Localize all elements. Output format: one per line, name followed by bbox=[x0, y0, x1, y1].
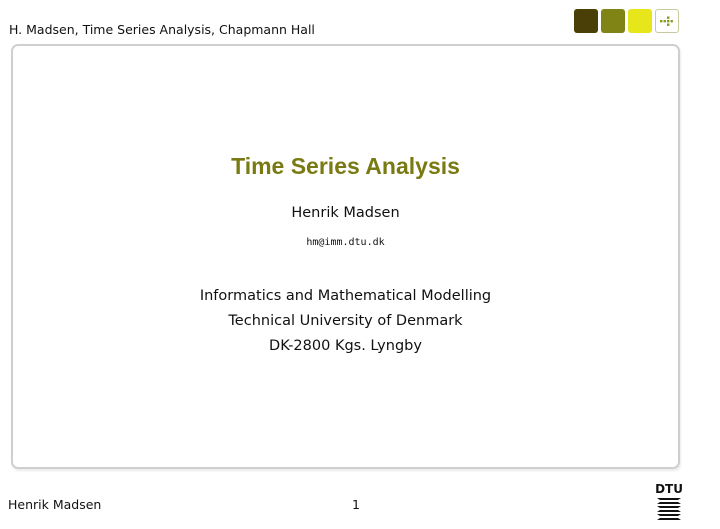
dtu-logo bbox=[656, 480, 682, 526]
slide-frame bbox=[11, 44, 680, 469]
page-number: 1 bbox=[352, 497, 360, 512]
nav-forward-button[interactable] bbox=[655, 9, 679, 33]
affiliation-line: Informatics and Mathematical Modelling bbox=[199, 288, 492, 304]
slide-title: Time Series Analysis bbox=[231, 153, 460, 179]
svg-text:DTU: DTU bbox=[656, 482, 682, 496]
nav-first-button[interactable] bbox=[574, 9, 598, 33]
affiliation-line: Technical University of Denmark bbox=[228, 313, 463, 329]
navigation-buttons bbox=[574, 9, 679, 33]
author-name: Henrik Madsen bbox=[291, 205, 400, 221]
diamond-arrow-icon bbox=[659, 13, 675, 29]
running-header: H. Madsen, Time Series Analysis, Chapmann Hall bbox=[9, 22, 315, 37]
nav-previous-button[interactable] bbox=[601, 9, 625, 33]
author-email: hm@imm.dtu.dk bbox=[306, 237, 385, 248]
nav-next-button[interactable] bbox=[628, 9, 652, 33]
affiliation-block bbox=[11, 284, 680, 359]
affiliation-line: DK-2800 Kgs. Lyngby bbox=[269, 338, 422, 354]
footer-author: Henrik Madsen bbox=[8, 497, 102, 512]
